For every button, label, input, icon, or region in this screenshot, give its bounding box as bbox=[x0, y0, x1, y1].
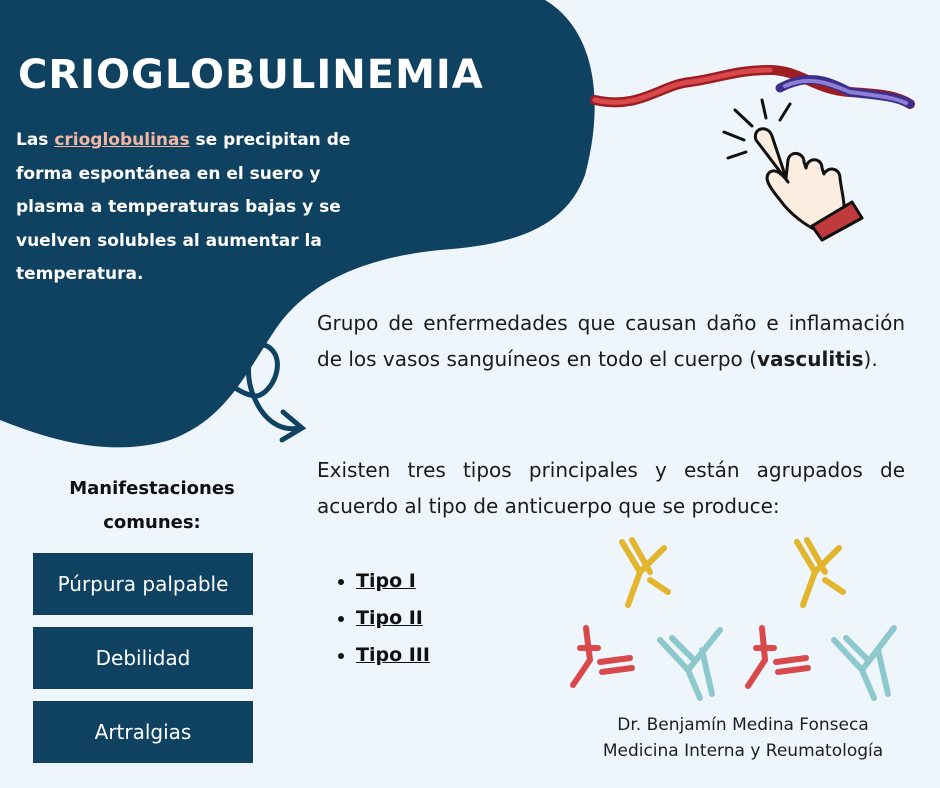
intro-after: se precipitan de forma espontánea en el suero y plasma a temperaturas bajas y se vuelven solubles al aumentar la temperatura. bbox=[16, 130, 351, 284]
intro-before: Las bbox=[16, 130, 55, 150]
list-item bbox=[356, 600, 430, 637]
type-1-link[interactable]: Tipo I bbox=[356, 570, 416, 592]
description-paragraph-1 bbox=[317, 305, 905, 377]
list-item bbox=[356, 563, 430, 600]
list-item bbox=[356, 637, 430, 674]
antibody-icon bbox=[573, 540, 894, 698]
chip-label: Artralgias bbox=[94, 720, 192, 744]
type-2-link[interactable]: Tipo II bbox=[356, 607, 423, 629]
intro-text bbox=[16, 124, 386, 292]
blood-vessel-icon bbox=[595, 70, 910, 144]
manifestation-chip bbox=[33, 553, 253, 615]
author-name: Dr. Benjamín Medina Fonseca bbox=[617, 715, 869, 735]
chip-label: Púrpura palpable bbox=[57, 572, 229, 596]
chip-label: Debilidad bbox=[95, 646, 191, 670]
desc-p1-bold: vasculitis bbox=[756, 347, 864, 371]
description-paragraph-2: Existen tres tipos principales y están agrupados de acuerdo al tipo de anticuerpo que se produce: bbox=[317, 458, 905, 518]
type-3-link[interactable]: Tipo III bbox=[356, 644, 430, 666]
manifestations-title-line-1: Manifestaciones bbox=[69, 478, 235, 499]
crioglobulinas-link[interactable]: crioglobulinas bbox=[54, 130, 190, 150]
manifestations-title-line-2: comunes: bbox=[103, 512, 201, 533]
pointing-hand-icon bbox=[724, 100, 862, 240]
page-title: CRIOGLOBULINEMIA bbox=[18, 52, 484, 98]
manifestations-title bbox=[30, 472, 274, 540]
author-specialty: Medicina Interna y Reumatología bbox=[602, 741, 884, 761]
author-credit bbox=[560, 712, 926, 764]
desc-p1-after: ). bbox=[863, 347, 878, 371]
manifestation-chip bbox=[33, 627, 253, 689]
manifestation-chip bbox=[33, 701, 253, 763]
types-list bbox=[336, 563, 430, 674]
desc-p1-before: Grupo de enfermedades que causan daño e inflamación de los vasos sanguíneos en todo el cuerpo ( bbox=[317, 311, 905, 371]
